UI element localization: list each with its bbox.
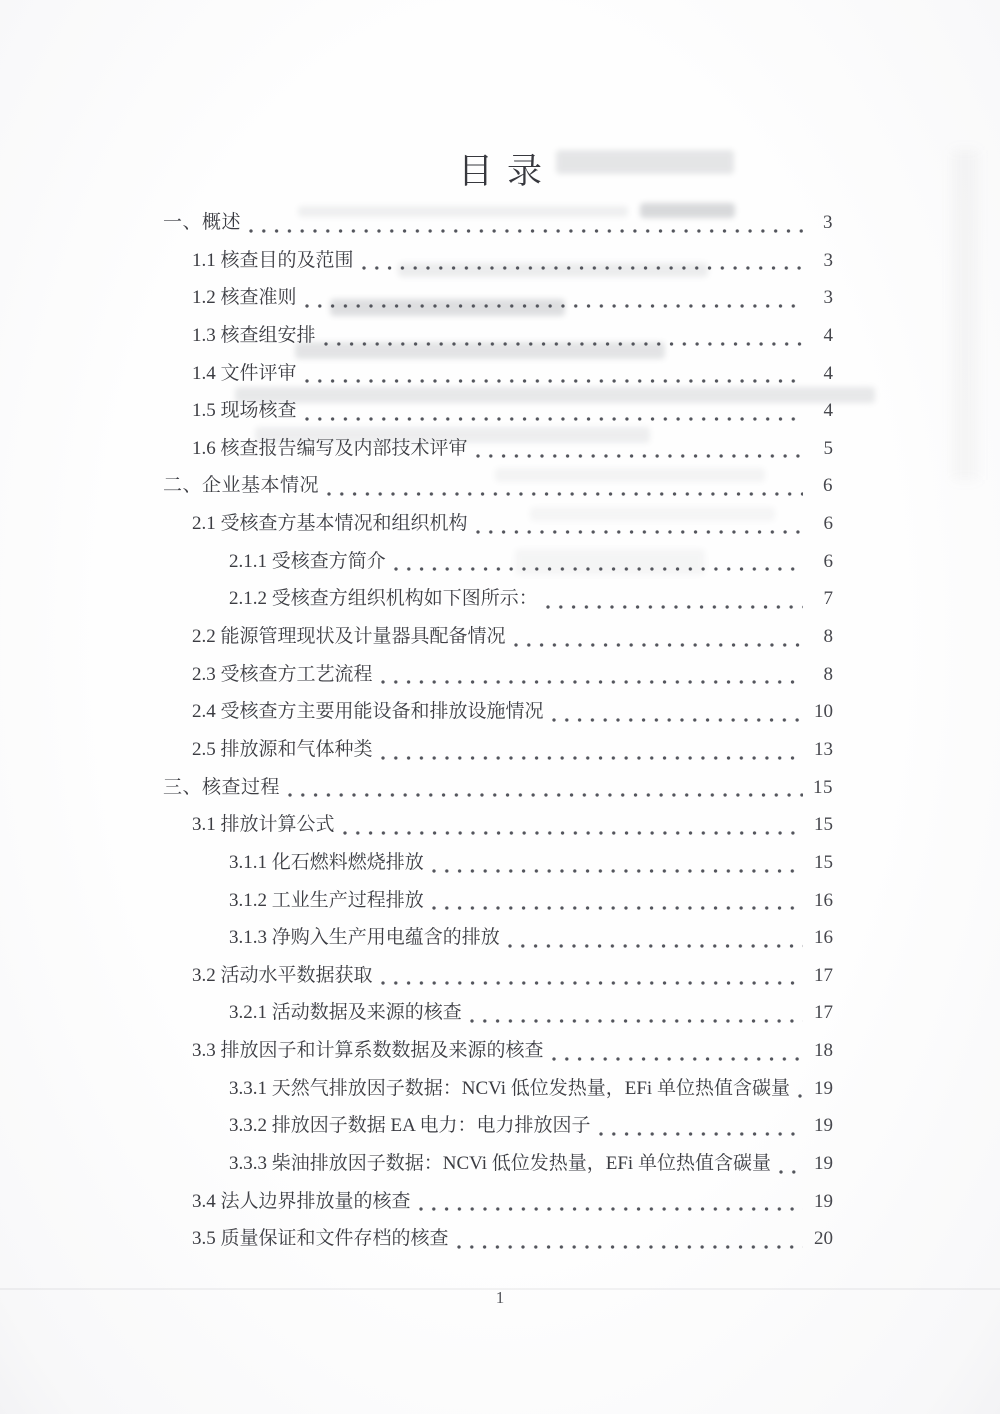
toc-entry-label: 3.3 排放因子和计算系数数据及来源的核查 xyxy=(192,1040,544,1062)
toc-entry-label: 1.3 核查组安排 xyxy=(192,324,316,346)
toc-leader-dots xyxy=(779,1169,803,1175)
toc-leader-dots xyxy=(343,830,803,836)
toc-entry-page: 6 xyxy=(823,513,833,535)
toc-entry-label: 3.2 活动水平数据获取 xyxy=(192,964,373,986)
toc-entry xyxy=(163,355,833,393)
toc-entry xyxy=(163,242,833,280)
toc-leader-dots xyxy=(432,905,803,911)
toc-leader-dots xyxy=(327,491,803,497)
toc-entry-label: 1.2 核查准则 xyxy=(192,287,297,309)
toc-entry xyxy=(163,1183,833,1221)
toc-entry-label: 1.5 现场核查 xyxy=(192,400,297,422)
toc-entry-page: 17 xyxy=(814,1002,833,1024)
toc-entry xyxy=(163,279,833,317)
toc-entry xyxy=(163,1107,833,1145)
toc-entry xyxy=(163,656,833,694)
toc-entry-label: 2.1.1 受核查方简介 xyxy=(229,550,386,572)
toc-entry-label: 3.3.3 柴油排放因子数据：NCVi 低位发热量，EFi 单位热值含碳量 xyxy=(229,1153,771,1175)
toc-entry-label: 1.1 核查目的及范围 xyxy=(192,249,354,271)
toc-leader-dots xyxy=(362,265,803,271)
toc-entry xyxy=(163,618,833,656)
toc-entry-label: 3.1.3 净购入生产用电蕴含的排放 xyxy=(229,927,500,949)
toc-leader-dots xyxy=(476,529,803,535)
toc-entry xyxy=(163,769,833,807)
toc-leader-dots xyxy=(552,717,803,723)
toc-entry-page: 4 xyxy=(823,324,833,346)
toc-leader-dots xyxy=(288,792,803,798)
toc-leader-dots xyxy=(381,679,803,685)
toc-entry-page: 17 xyxy=(814,964,833,986)
toc-entry-page: 19 xyxy=(814,1153,833,1175)
toc-entry xyxy=(163,844,833,882)
toc-entry-page: 15 xyxy=(814,851,833,873)
toc-list xyxy=(163,204,833,1258)
toc-entry-label: 1.6 核查报告编写及内部技术评审 xyxy=(192,437,468,459)
toc-entry xyxy=(163,919,833,957)
toc-entry-page: 4 xyxy=(823,400,833,422)
toc-leader-dots xyxy=(476,453,803,459)
toc-entry-page: 13 xyxy=(814,738,833,760)
toc-leader-dots xyxy=(324,341,803,347)
toc-entry xyxy=(163,1032,833,1070)
toc-leader-dots xyxy=(305,416,803,422)
toc-entry-page: 18 xyxy=(814,1040,833,1062)
toc-entry xyxy=(163,731,833,769)
toc-leader-dots xyxy=(798,1093,803,1099)
toc-entry-page: 8 xyxy=(823,626,833,648)
toc-entry-page: 15 xyxy=(813,776,833,798)
footer-page-number: 1 xyxy=(495,1288,505,1307)
toc-entry-page: 19 xyxy=(814,1077,833,1099)
toc-leader-dots xyxy=(249,228,803,234)
toc-entry xyxy=(163,957,833,995)
toc-entry-page: 8 xyxy=(823,663,833,685)
toc-entry xyxy=(163,882,833,920)
toc-entry-label: 2.1 受核查方基本情况和组织机构 xyxy=(192,513,468,535)
toc-leader-dots xyxy=(508,943,803,949)
scan-streak-artifact xyxy=(952,150,978,480)
toc-entry-page: 7 xyxy=(823,588,833,610)
toc-entry xyxy=(163,392,833,430)
toc-entry-page: 19 xyxy=(814,1190,833,1212)
toc-leader-dots xyxy=(381,980,803,986)
toc-leader-dots xyxy=(305,378,803,384)
toc-entry-label: 2.4 受核查方主要用能设备和排放设施情况 xyxy=(192,701,544,723)
toc-entry-page: 3 xyxy=(823,287,833,309)
toc-entry-page: 6 xyxy=(823,550,833,572)
toc-entry-page: 6 xyxy=(823,475,833,497)
toc-entry xyxy=(163,994,833,1032)
toc-entry xyxy=(163,1220,833,1258)
toc-entry xyxy=(163,580,833,618)
toc-entry xyxy=(163,693,833,731)
toc-entry-label: 3.5 质量保证和文件存档的核查 xyxy=(192,1228,449,1250)
toc-entry-label: 3.1 排放计算公式 xyxy=(192,814,335,836)
toc-entry-page: 16 xyxy=(814,889,833,911)
toc-leader-dots xyxy=(552,1056,803,1062)
toc-entry xyxy=(163,806,833,844)
toc-entry-label: 3.1.1 化石燃料燃烧排放 xyxy=(229,851,424,873)
toc-leader-dots xyxy=(546,604,803,610)
toc-entry-page: 4 xyxy=(823,362,833,384)
toc-entry-label: 3.3.1 天然气排放因子数据：NCVi 低位发热量，EFi 单位热值含碳量 xyxy=(229,1077,790,1099)
toc-entry-label: 三、核查过程 xyxy=(163,776,281,798)
toc-entry xyxy=(163,467,833,505)
toc-entry-page: 16 xyxy=(814,927,833,949)
page-title: 目录 xyxy=(457,152,556,191)
toc-leader-dots xyxy=(470,1018,803,1024)
toc-entry xyxy=(163,1070,833,1108)
toc-leader-dots xyxy=(599,1131,803,1137)
toc-leader-dots xyxy=(305,303,803,309)
toc-leader-dots xyxy=(457,1244,803,1250)
toc-entry-label: 2.1.2 受核查方组织机构如下图所示： xyxy=(229,588,538,610)
toc-entry-label: 3.2.1 活动数据及来源的核查 xyxy=(229,1002,462,1024)
toc-entry-page: 19 xyxy=(814,1115,833,1137)
toc-entry xyxy=(163,204,833,242)
toc-entry-page: 3 xyxy=(823,212,833,233)
toc-entry-label: 一、概述 xyxy=(163,212,242,233)
toc-entry xyxy=(163,317,833,355)
toc-leader-dots xyxy=(432,868,803,874)
toc-entry-label: 3.4 法人边界排放量的核查 xyxy=(192,1190,411,1212)
toc-entry-label: 3.1.2 工业生产过程排放 xyxy=(229,889,424,911)
toc-entry-page: 15 xyxy=(814,814,833,836)
toc-entry-page: 5 xyxy=(823,437,833,459)
toc-leader-dots xyxy=(419,1206,803,1212)
toc-entry-page: 20 xyxy=(814,1228,833,1250)
toc-entry-label: 2.3 受核查方工艺流程 xyxy=(192,663,373,685)
toc-leader-dots xyxy=(394,566,803,572)
toc-leader-dots xyxy=(514,642,803,648)
toc-entry xyxy=(163,1145,833,1183)
toc-entry-label: 2.2 能源管理现状及计量器具配备情况 xyxy=(192,626,506,648)
toc-leader-dots xyxy=(381,755,803,761)
toc-entry-label: 2.5 排放源和气体种类 xyxy=(192,738,373,760)
toc-entry xyxy=(163,543,833,581)
toc-entry xyxy=(163,505,833,543)
toc-entry-label: 3.3.2 排放因子数据 EA 电力：电力排放因子 xyxy=(229,1115,591,1137)
toc-entry-label: 二、企业基本情况 xyxy=(163,475,320,497)
toc-entry-page: 3 xyxy=(823,249,833,271)
toc-entry xyxy=(163,430,833,468)
toc-entry-page: 10 xyxy=(814,701,833,723)
toc-entry-label: 1.4 文件评审 xyxy=(192,362,297,384)
